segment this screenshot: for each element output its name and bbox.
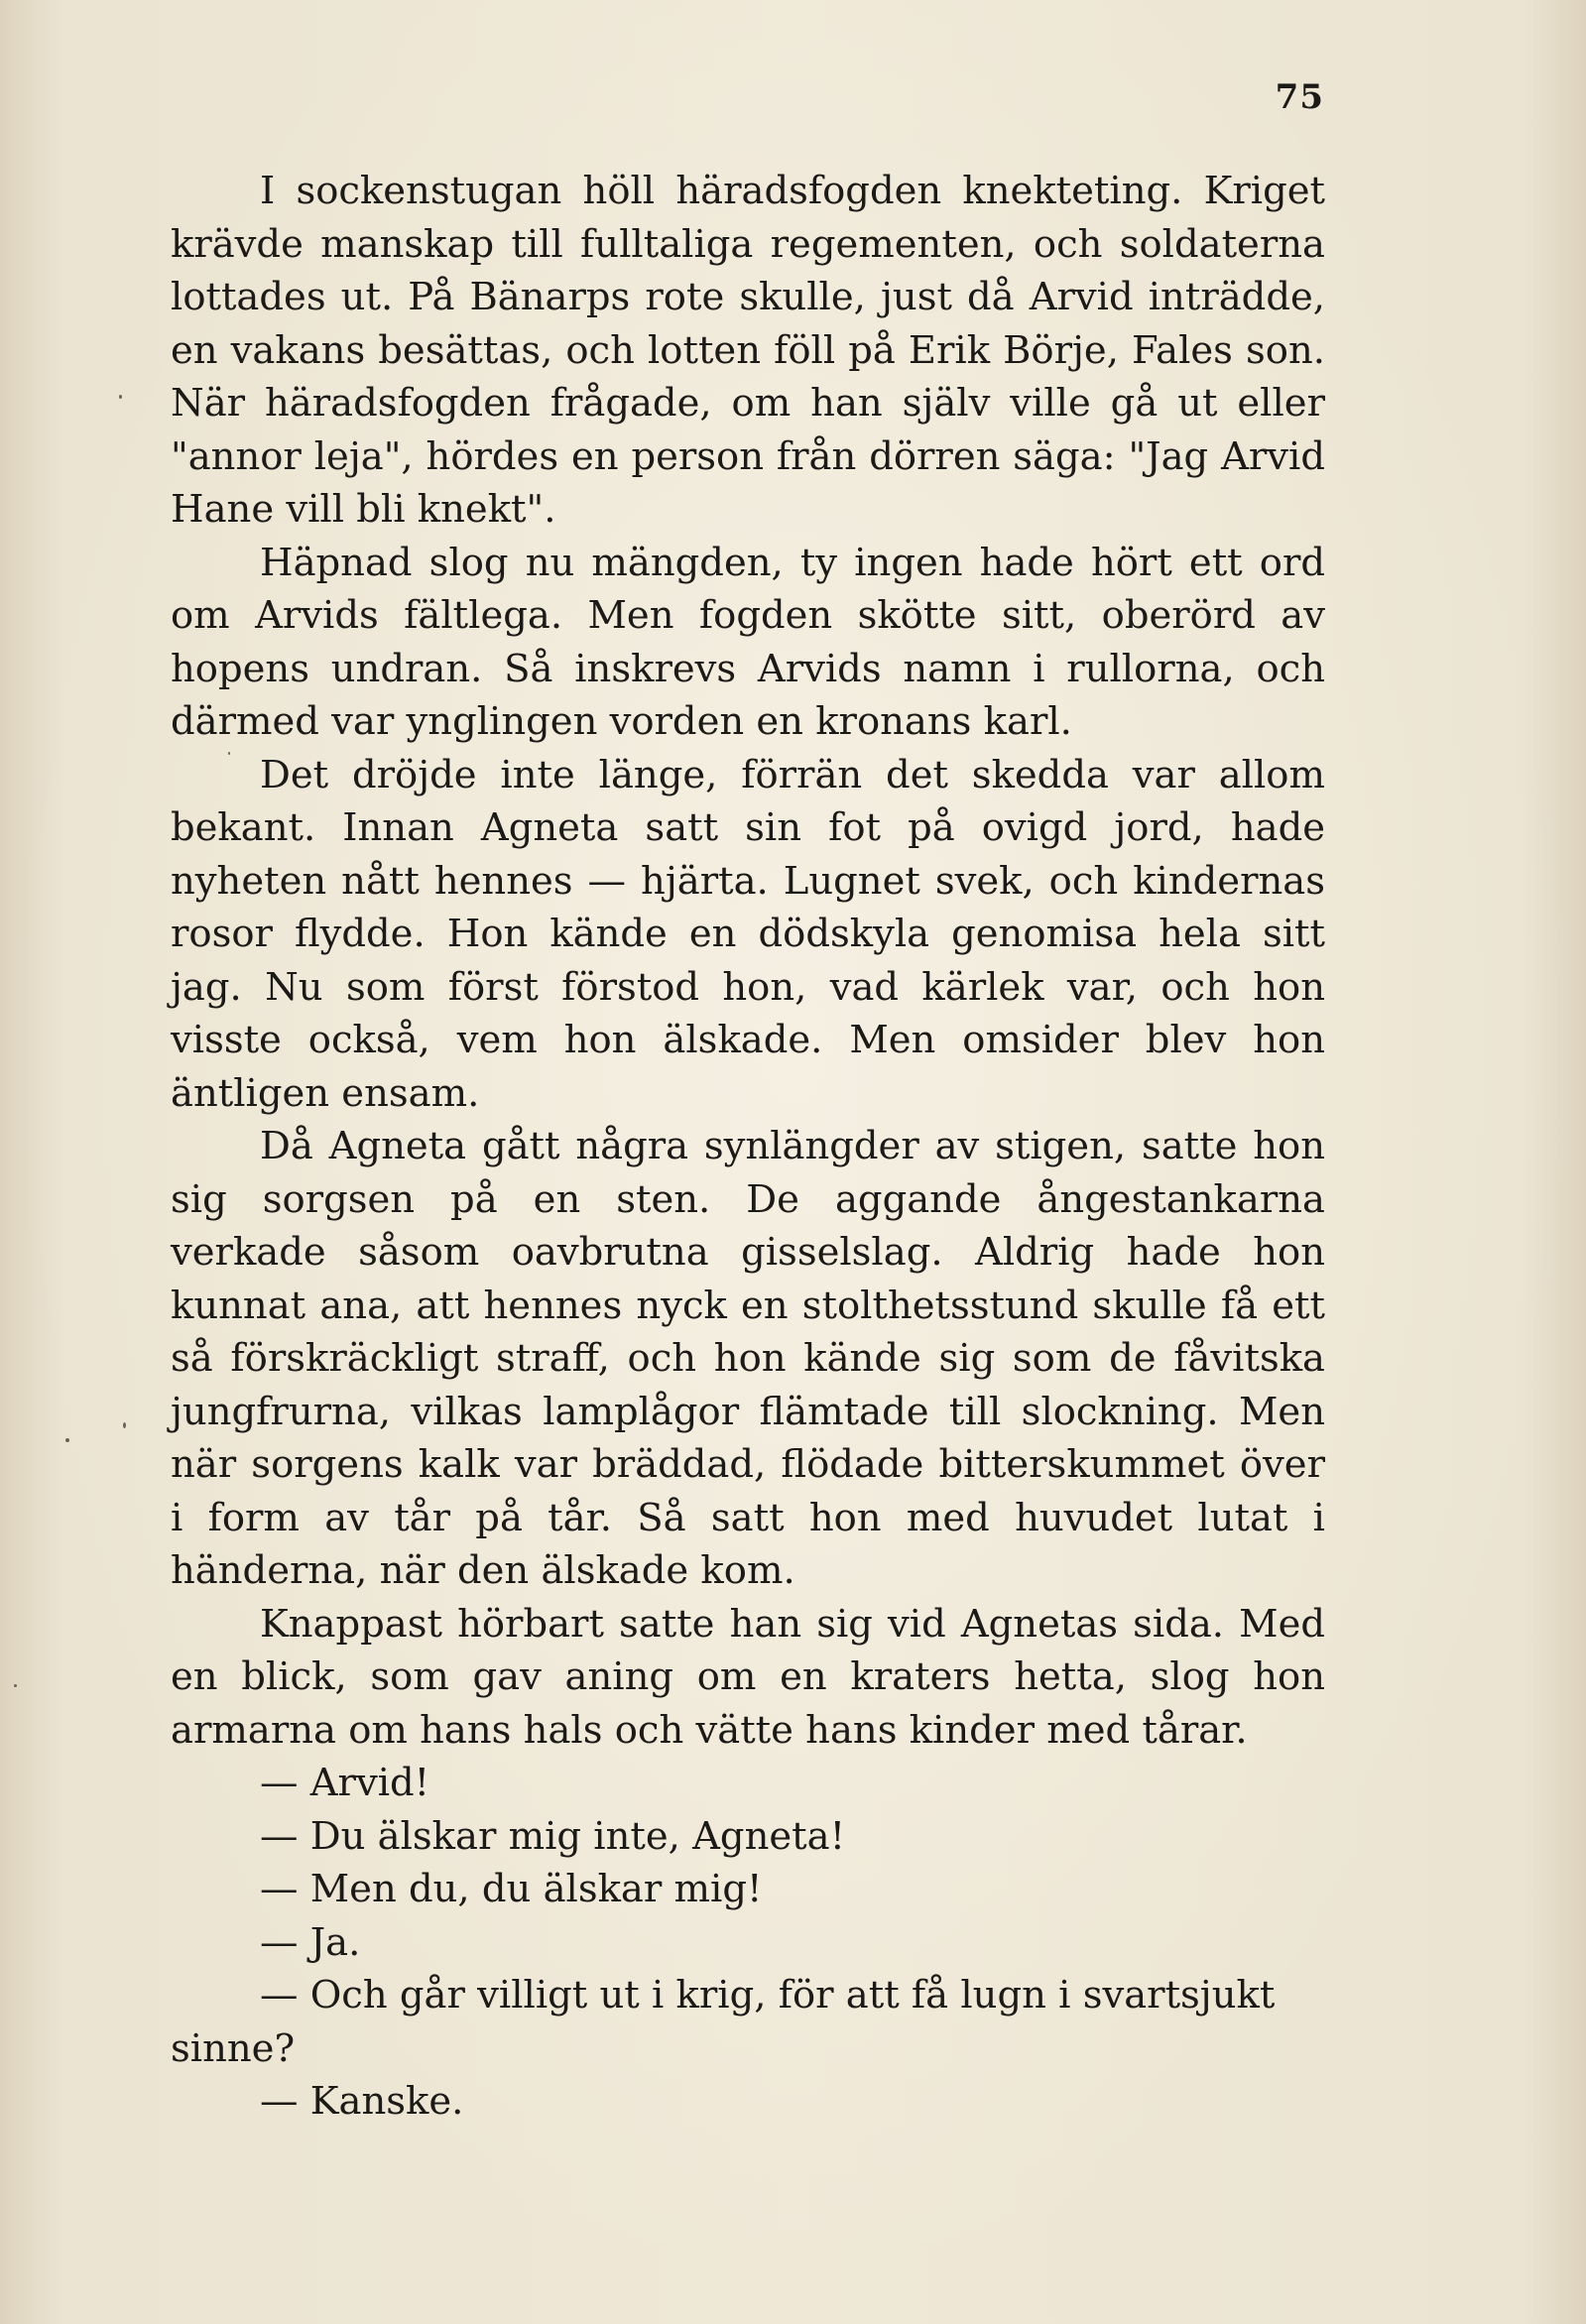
- dialogue-line-5: — Och går villigt ut i krig, för att få lugn i svartsjukt sinne?: [171, 1973, 1276, 2071]
- paragraph-5: Knappast hörbart satte han sig vid Agnetas sida. Med en blick, som gav aning om en kraters hetta, slog hon armarna om hans hals och vätte hans kinder med tårar.: [171, 1601, 1325, 1753]
- paper-speck: [65, 1438, 69, 1442]
- dialogue-line-1: — Arvid!: [260, 1761, 430, 1805]
- dialogue-line-3: — Men du, du älskar mig!: [260, 1867, 763, 1911]
- body-text: [171, 165, 1325, 2129]
- paper-speck: [14, 1684, 17, 1687]
- page-number: 75: [1275, 77, 1324, 117]
- dialogue-line-2: — Du älskar mig inte, Agneta!: [260, 1813, 846, 1859]
- paragraph-1: I sockenstugan höll häradsfogden knekteting. Kriget krävde manskap till fulltaliga regementen, och soldaterna lottades ut. På Bänarps rote skulle, just då Arvid inträdde, en vakans besättas, och lotten föll på Erik Börje, Fales son. När häradsfogden frågade, om han själv ville gå ut eller "annor leja", hördes en person från dörren säga: "Jag Arvid Hane vill bli knekt".: [171, 169, 1325, 532]
- paper-speck: [228, 752, 230, 755]
- dialogue-line-4: — Ja.: [260, 1919, 361, 1965]
- paper-speck: [123, 1422, 126, 1428]
- paper-speck: [119, 395, 122, 399]
- dialogue-line-6: — Kanske.: [260, 2079, 464, 2124]
- paragraph-3: Det dröjde inte länge, förrän det skedda var allom bekant. Innan Agneta satt sin fot på ovigd jord, hade nyheten nått hennes — hjärta. Lugnet svek, och kindernas rosor flydde. Hon kände en dödskyla genomisa hela sitt jag. Nu som först förstod hon, vad kärlek var, och hon visste också, vem hon älskade. Men omsider blev hon äntligen ensam.: [171, 752, 1325, 1116]
- paragraph-2: Häpnad slog nu mängden, ty ingen hade hört ett ord om Arvids fältlega. Men fogden skötte sitt, oberörd av hopens undran. Så inskrevs Arvids namn i rullorna, och därmed var ynglingen vorden en kronans karl.: [171, 540, 1325, 744]
- paragraph-4: Då Agneta gått några synlängder av stigen, satte hon sig sorgsen på en sten. De aggande ångestankarna verkade såsom oavbrutna gisselslag. Aldrig hade hon kunnat ana, att hennes nyck en stolthetsstund skulle få ett så förskräckligt straff, och hon kände sig som de fåvitska jungfrurna, vilkas lamplågor flämtade till slockning. Men när sorgens kalk var bräddad, flödade bitterskummet över i form av tår på tår. Så satt hon med huvudet lutat i händerna, när den älskade kom.: [171, 1124, 1325, 1593]
